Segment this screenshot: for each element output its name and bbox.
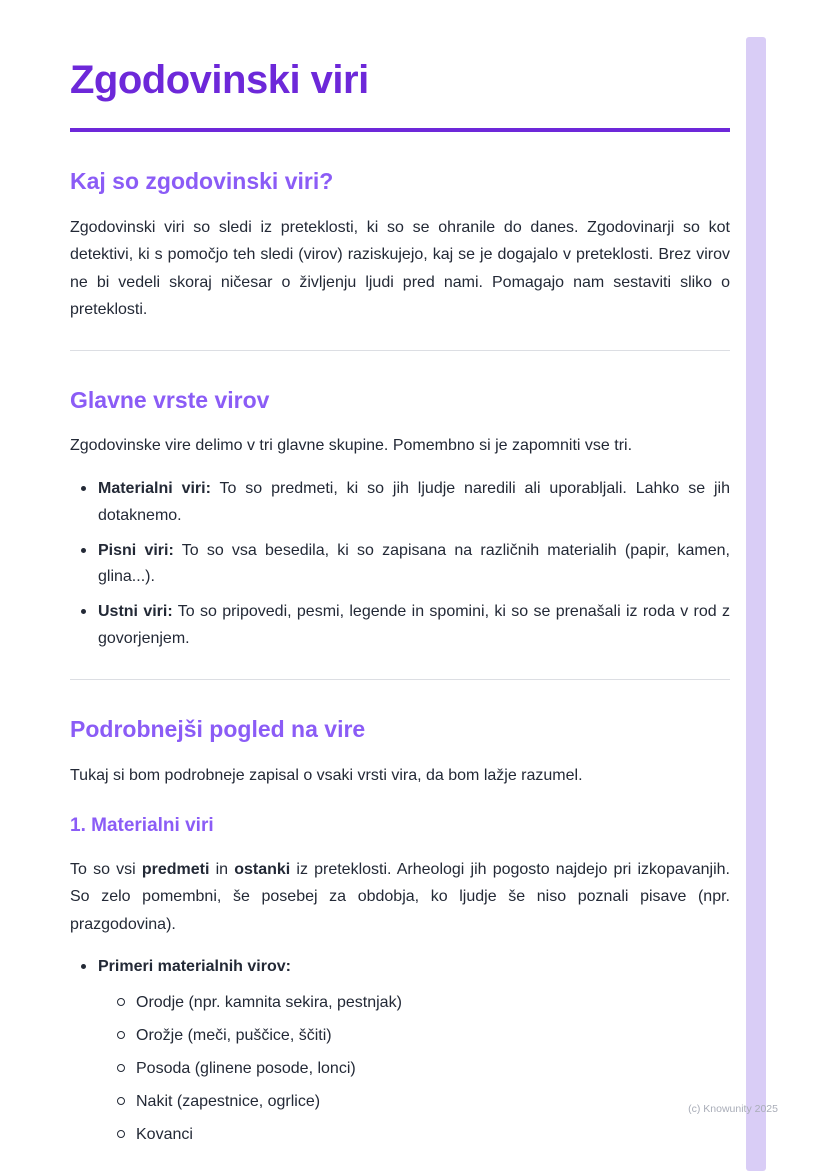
list-item-label: Pisni viri:: [98, 541, 174, 559]
text-segment: iz preteklosti. Arheologi jih pogosto najdejo pri izkopavanjih. So zelo pomembni, še posebej za obdobja, ko ljudje še niso poznali pisave (npr. prazgodovina).: [70, 860, 730, 933]
subsection-heading-material: 1. Materialni viri: [70, 815, 214, 837]
list-item-oral-sources: [78, 599, 730, 653]
text-segment: To so vsi: [70, 860, 142, 878]
section-heading-what: Kaj so zgodovinski viri?: [70, 168, 334, 194]
list-item-written-sources: [78, 538, 730, 592]
example-item-pottery: Posoda (glinene posode, lonci): [114, 1059, 730, 1079]
examples-sub-list: [98, 993, 730, 1145]
section-intro-types: Zgodovinske vire delimo v tri glavne skupine. Pomembno si je zapomniti vse tri.: [70, 437, 633, 455]
list-item-label: Materialni viri:: [98, 479, 211, 497]
list-item-material-sources: [78, 476, 730, 530]
examples-outer-list: [70, 954, 730, 1145]
section-heading-detail: Podrobnejši pogled na vire: [70, 716, 366, 743]
example-item-weapons: Orožje (meči, puščice, ščiti): [114, 1026, 730, 1046]
section-main-types: [70, 387, 730, 653]
example-item-jewelry: Nakit (zapestnice, ogrlice): [114, 1092, 730, 1112]
list-item-text: To so pripovedi, pesmi, legende in spomini, ki so se prenašali iz roda v rod z govorjenjem.: [98, 603, 731, 648]
section-divider: [70, 350, 730, 351]
section-what-are-sources: [70, 168, 730, 324]
text-segment: in: [209, 860, 235, 878]
list-item-examples: [78, 954, 730, 1145]
subsection-body-material: [70, 856, 730, 939]
title-underline-rule: [70, 128, 730, 132]
example-item-tools: Orodje (npr. kamnita sekira, pestnjak): [114, 993, 730, 1013]
list-item-text: To so predmeti, ki so jih ljudje naredili ali uporabljali. Lahko se jih dotaknemo.: [98, 479, 730, 524]
bold-segment: ostanki: [234, 860, 291, 878]
types-list: [70, 476, 730, 653]
section-heading-types: Glavne vrste virov: [70, 386, 270, 413]
section-divider: [70, 679, 730, 680]
copyright-note: (c) Knowunity 2025: [688, 1103, 778, 1115]
examples-label: Primeri materialnih virov:: [98, 958, 291, 976]
section-body-what: Zgodovinski viri so sledi iz preteklosti, ki so se ohranile do danes. Zgodovinarji so kot detektivi, ki s pomočjo teh sledi (virov) raziskujejo, kaj se je dogajalo v preteklosti. Brez virov ne bi vedeli skoraj ničesar o življenju ljudi pred nami. Pomagajo nam sestaviti sliko o preteklosti.: [70, 218, 730, 319]
document-content: [70, 58, 730, 1153]
bold-segment: predmeti: [141, 860, 210, 878]
page-title: Zgodovinski viri: [70, 58, 369, 102]
example-item-coins: Kovanci: [114, 1125, 730, 1145]
list-item-text: To so vsa besedila, ki so zapisana na različnih materialih (papir, kamen, glina...).: [98, 541, 731, 586]
section-intro-detail: Tukaj si bom podrobneje zapisal o vsaki vrsti vira, da bom lažje razumel.: [70, 766, 583, 784]
section-detailed-look: [70, 716, 730, 1145]
list-item-label: Ustni viri:: [98, 603, 173, 621]
right-accent-stripe: [746, 37, 766, 1171]
